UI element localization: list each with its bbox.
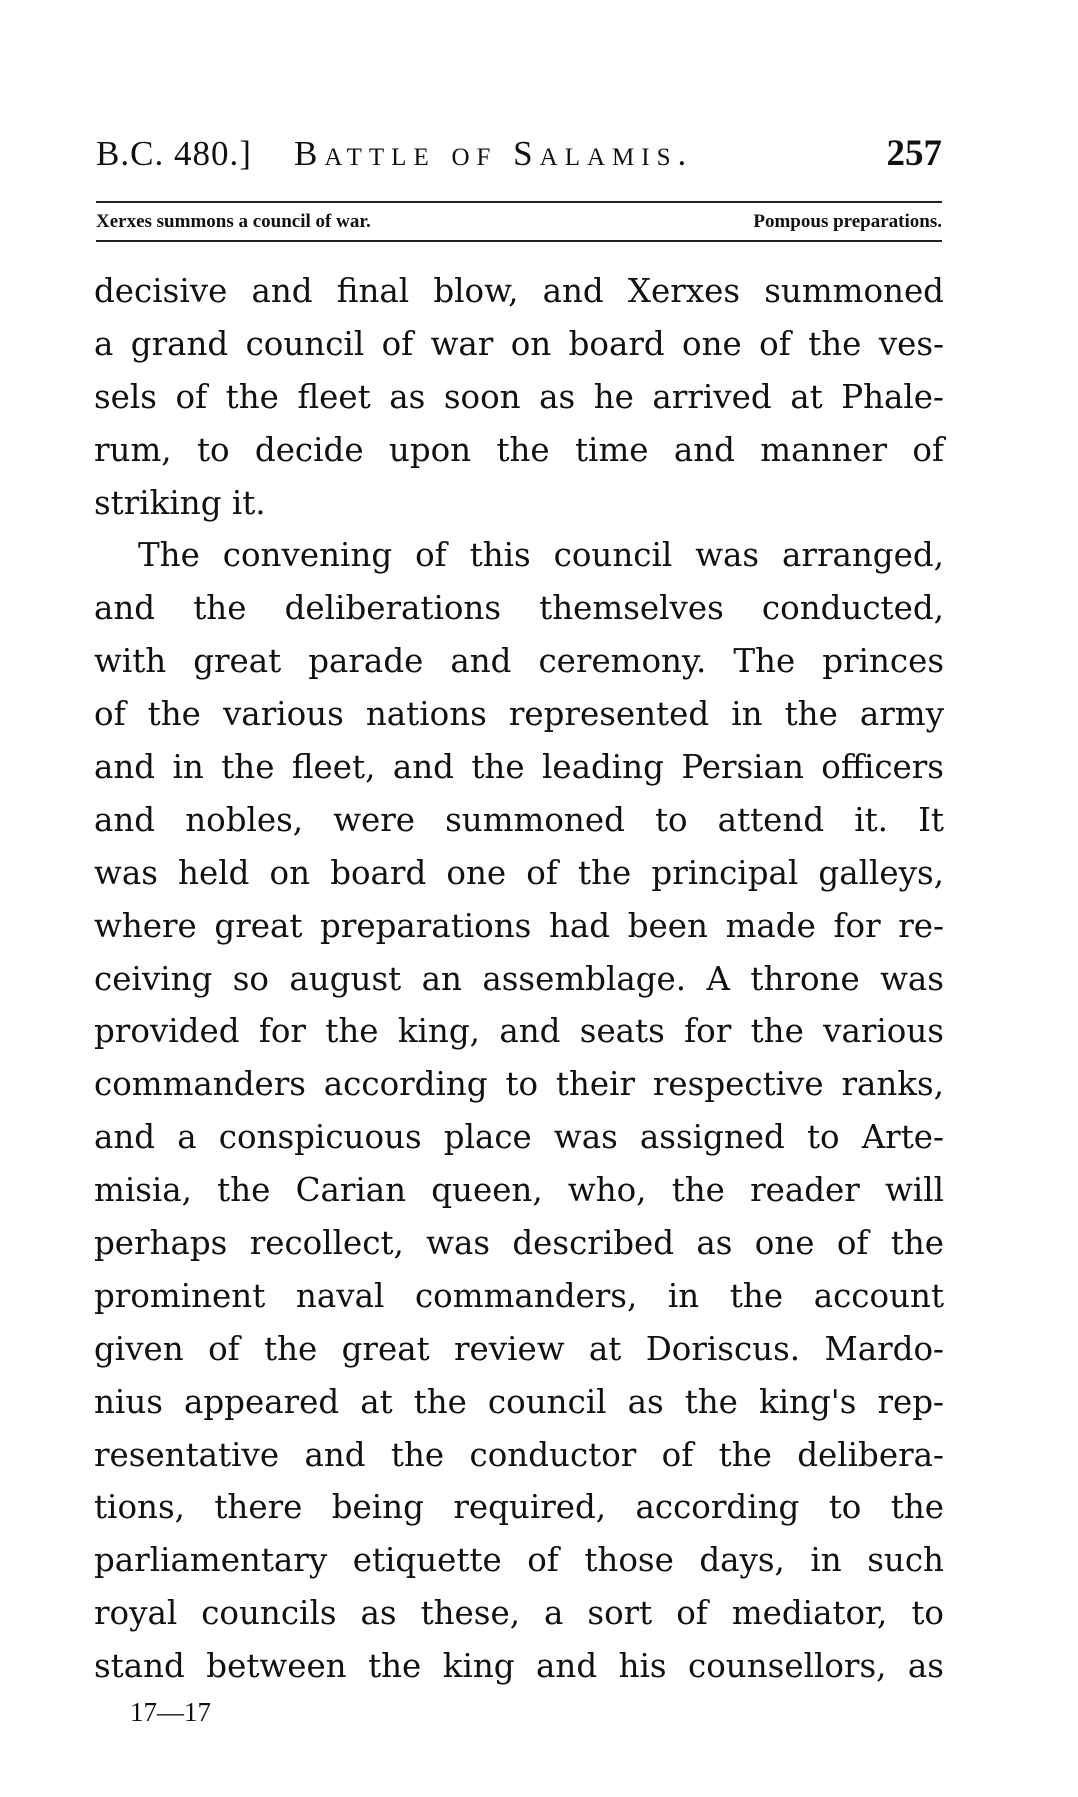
text-line: of the various nations represented in the army	[94, 695, 944, 734]
text-line: decisive and final blow, and Xerxes summoned	[94, 272, 944, 310]
text-line: royal councils as these, a sort of mediator, to	[94, 1594, 944, 1633]
text-line: and a conspicuous place was assigned to Arte-	[94, 1118, 944, 1157]
side-note-left: Xerxes summons a council of war.	[96, 211, 371, 232]
text-line: and nobles, were summoned to attend it. It	[94, 800, 944, 839]
signature-mark: 17—17	[130, 1697, 211, 1727]
text-line: tions, there being required, according to the	[94, 1488, 944, 1527]
body-text	[94, 265, 944, 1693]
header-rule-bottom	[96, 240, 942, 242]
text-line: a grand council of war on board one of the ves-	[94, 324, 944, 363]
text-line: prominent naval commanders, in the account	[94, 1276, 944, 1315]
text-line: was held on board one of the principal galleys,	[94, 853, 944, 892]
page-number: 257	[886, 133, 942, 174]
text-line: given of the great review at Doriscus. Mardo-	[94, 1329, 944, 1368]
text-line: commanders according to their respective ranks,	[94, 1065, 944, 1104]
text-line: and the deliberations themselves conducted,	[94, 589, 944, 628]
text-line: stand between the king and his counsellors, as	[94, 1647, 944, 1686]
paragraph-1	[94, 265, 944, 529]
text-line: ceiving so august an assemblage. A throne was	[94, 959, 944, 998]
running-head-date: B.C. 480.]	[96, 134, 252, 173]
text-line: resentative and the conductor of the delibera-	[94, 1435, 944, 1474]
side-note-right: Pompous preparations.	[753, 211, 942, 232]
text-line: striking it.	[94, 483, 266, 522]
text-line: parliamentary etiquette of those days, in such	[94, 1541, 944, 1580]
paragraph-2	[94, 529, 944, 1693]
running-head-title: Battle of Salamis.	[294, 134, 694, 173]
text-line: and in the fleet, and the leading Persian officers	[94, 748, 944, 787]
text-line: with great parade and ceremony. The princes	[94, 642, 944, 681]
header-rule-top	[96, 201, 942, 203]
text-line: The convening of this council was arranged,	[138, 536, 944, 575]
text-line: perhaps recollect, was described as one of the	[94, 1224, 944, 1263]
text-line: provided for the king, and seats for the various	[94, 1012, 944, 1051]
text-line: where great preparations had been made for re-	[94, 906, 944, 945]
side-notes	[96, 211, 942, 237]
text-line: misia, the Carian queen, who, the reader will	[94, 1171, 944, 1210]
text-line: sels of the fleet as soon as he arrived at Phale-	[94, 377, 944, 416]
text-line: nius appeared at the council as the king's rep-	[94, 1382, 944, 1421]
text-line: rum, to decide upon the time and manner of	[94, 430, 944, 469]
running-head	[96, 128, 942, 184]
